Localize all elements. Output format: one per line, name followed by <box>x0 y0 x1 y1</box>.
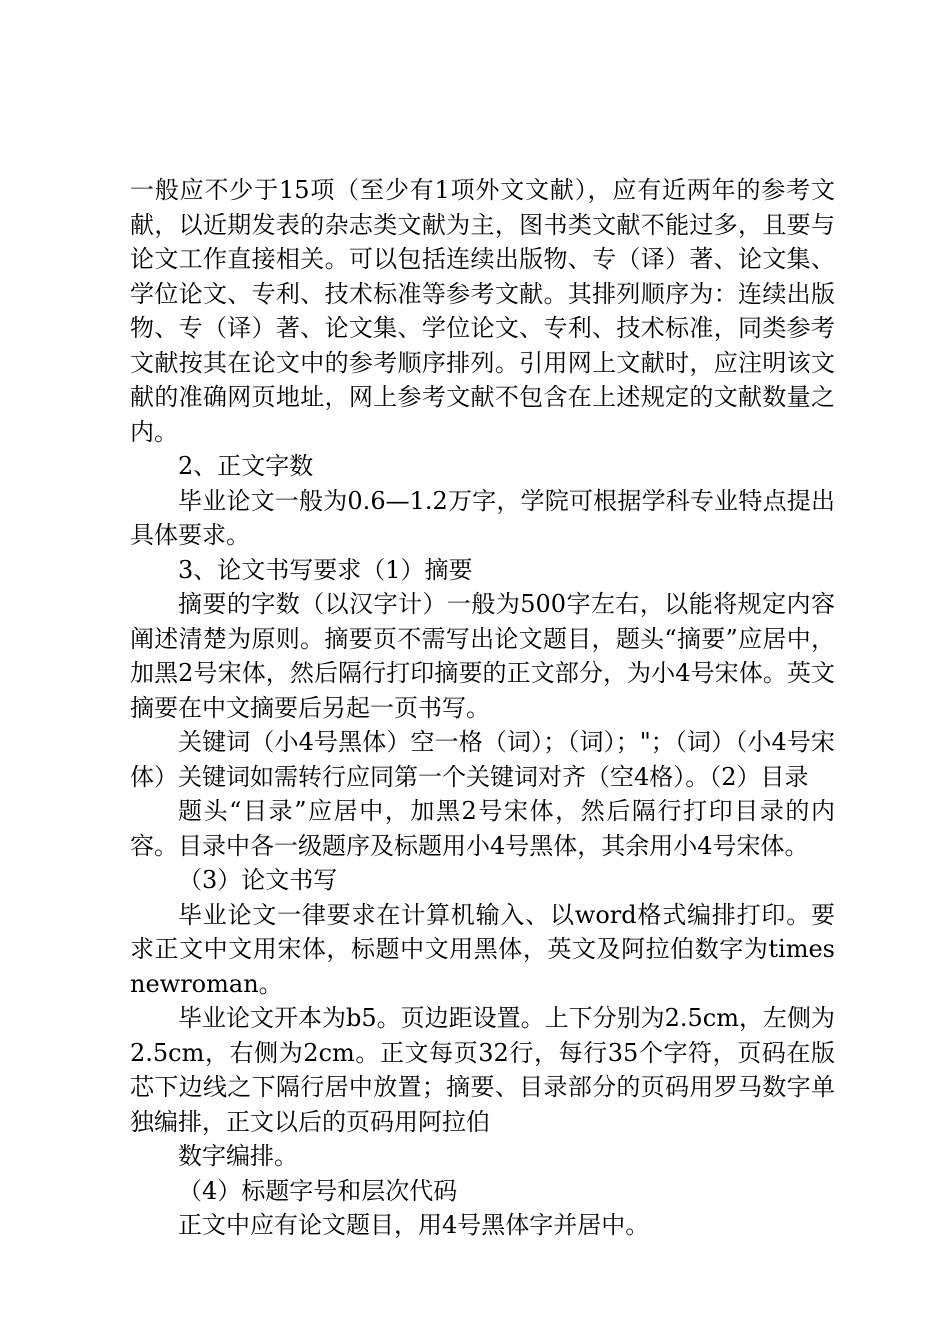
paragraph-keywords: 关键词（小4号黑体）空一格（词）；（词）；"；（词）（小4号宋体）关键词如需转行应同第一个关键词对齐（空4格）。（2）目录 <box>130 728 835 791</box>
heading-thesis-writing: （3）论文书写 <box>178 866 338 894</box>
paragraph-page-setup-continued: 数字编排。 <box>178 1142 298 1170</box>
paragraph-title-font: 正文中应有论文题目，用4号黑体字并居中。 <box>178 1211 650 1239</box>
paragraph-format: 毕业论文一律要求在计算机输入、以word格式编排打印。要求正文中文用宋体，标题中文用黑体，英文及阿拉伯数字为timesnewroman。 <box>130 900 835 998</box>
heading-title-levels: （4）标题字号和层次代码 <box>178 1176 458 1205</box>
heading-word-count: 2、正文字数 <box>178 452 314 480</box>
paragraph-table-of-contents: 题头“目录”应居中，加黑2号宋体，然后隔行打印目录的内容。目录中各一级题序及标题用小4号黑体，其余用小4号宋体。 <box>130 797 835 860</box>
document-body <box>130 173 835 1243</box>
paragraph-abstract: 摘要的字数（以汉字计）一般为500字左右，以能将规定内容阐述清楚为原则。摘要页不需写出论文题目，题头“摘要”应居中，加黑2号宋体，然后隔行打印摘要的正文部分，为小4号宋体。英文摘要在中文摘要后另起一页书写。 <box>130 590 835 722</box>
paragraph-references-requirements: 一般应不少于15项（至少有1项外文文献），应有近两年的参考文献，以近期发表的杂志类文献为主，图书类文献不能过多，且要与论文工作直接相关。可以包括连续出版物、专（译）著、论文集、学位论文、专利、技术标准等参考文献。其排列顺序为：连续出版物、专（译）著、论文集、学位论文、专利、技术标准，同类参考文献按其在论文中的参考顺序排列。引用网上文献时，应注明该文献的准确网页地址，网上参考文献不包含在上述规定的文献数量之内。 <box>130 176 835 446</box>
paragraph-word-count: 毕业论文一般为0.6—1.2万字，学院可根据学科专业特点提出具体要求。 <box>130 486 835 549</box>
paragraph-page-setup: 毕业论文开本为b5。页边距设置。上下分别为2.5cm，左侧为2.5cm，右侧为2cm。正文每页32行，每行35个字符，页码在版芯下边线之下隔行居中放置；摘要、目录部分的页码用罗马数字单独编排，正文以后的页码用阿拉伯 <box>130 1004 835 1136</box>
heading-writing-requirements: 3、论文书写要求（1）摘要 <box>178 555 473 584</box>
